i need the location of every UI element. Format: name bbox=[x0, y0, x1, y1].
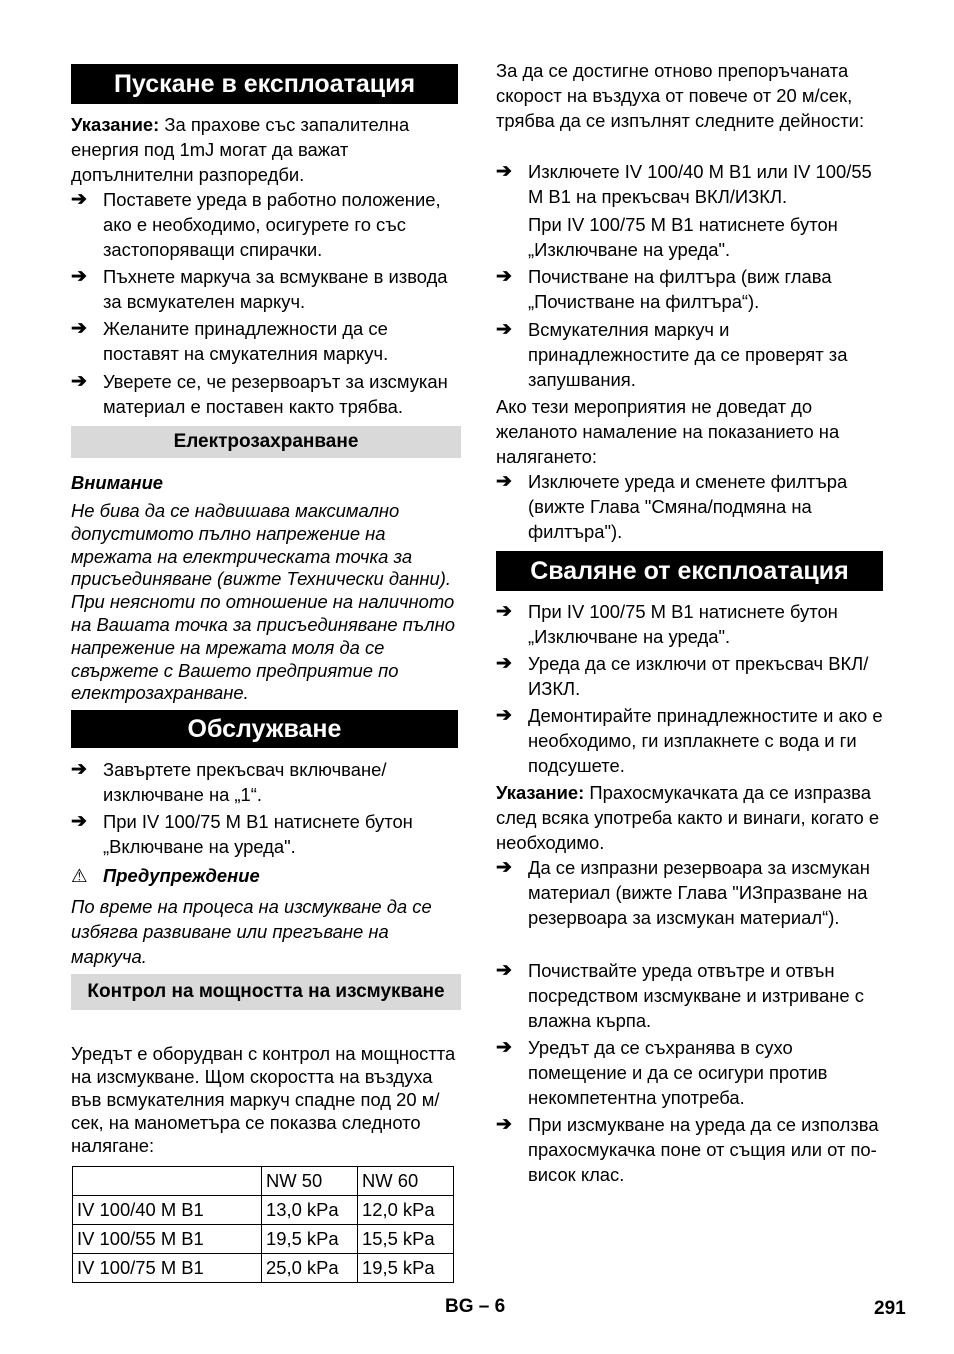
followup-text: Ако тези мероприятия не доведат до желаното намаление на показанието на налягането: bbox=[496, 396, 840, 467]
list-item: ➔ Уредът да се съхранява в сухо помещение и да се осигури против некомпетентна употреба. bbox=[496, 1037, 828, 1108]
list-item: ➔ При IV 100/75 M B1 натиснете бутон „Включване на уреда". bbox=[71, 811, 413, 857]
arrow-right-icon: ➔ bbox=[496, 266, 512, 287]
subsection-title-power: Електрозахранване bbox=[71, 426, 461, 458]
list-item: ➔ При IV 100/75 M B1 натиснете бутон „Изключване на уреда". bbox=[496, 601, 838, 647]
list-item: ➔ Поставете уреда в работно положение, ако е необходимо, осигурете го със застопоряващи спирачки. bbox=[71, 189, 441, 260]
arrow-right-icon: ➔ bbox=[496, 1114, 512, 1135]
list-item: ➔ Всмукателния маркуч и принадлежностите да се проверят за запушвания. bbox=[496, 319, 848, 390]
arrow-right-icon: ➔ bbox=[496, 161, 512, 182]
footer-language-page: BG – 6 bbox=[445, 1296, 506, 1317]
table-cell: IV 100/40 M B1 bbox=[73, 1196, 262, 1225]
table-cell: 25,0 kPa bbox=[262, 1254, 358, 1283]
caution-heading: Внимание bbox=[71, 472, 164, 493]
footer-page-number: 291 bbox=[874, 1298, 906, 1319]
arrow-right-icon: ➔ bbox=[496, 1037, 512, 1058]
arrow-right-icon: ➔ bbox=[71, 266, 87, 287]
arrow-right-icon: ➔ bbox=[71, 318, 87, 339]
table-cell: 19,5 kPa bbox=[262, 1225, 358, 1254]
subsection-title-suction-control: Контрол на мощността на изсмукване bbox=[71, 974, 461, 1010]
table-header-cell: NW 60 bbox=[358, 1167, 454, 1196]
arrow-right-icon: ➔ bbox=[496, 471, 512, 492]
list-item: ➔ Уреда да се изключи от прекъсвач ВКЛ/ИЗКЛ. bbox=[496, 653, 869, 699]
list-item-extra: При IV 100/75 M B1 натиснете бутон „Изключване на уреда". bbox=[528, 214, 838, 260]
list-item: ➔ Почиствайте уреда отвътре и отвън посредством изсмукване и изтриване с влажна кърпа. bbox=[496, 960, 864, 1031]
table-cell: IV 100/75 M B1 bbox=[73, 1254, 262, 1283]
arrow-right-icon: ➔ bbox=[496, 319, 512, 340]
intro-text: За да се достигне отново препоръчаната скорост на въздуха от повече от 20 м/сек, трябва да се изпълнят следните дейности: bbox=[496, 60, 865, 131]
list-item: ➔ Почистване на филтъра (виж глава „Почистване на филтъра“). bbox=[496, 266, 832, 312]
table-header-row bbox=[73, 1167, 454, 1196]
table-header-cell bbox=[73, 1167, 262, 1196]
table-header-cell: NW 50 bbox=[262, 1167, 358, 1196]
arrow-right-icon: ➔ bbox=[71, 811, 87, 832]
warning-text: По време на процеса на изсмукване да се избягва развиване или прегъване на маркуча. bbox=[71, 896, 432, 967]
arrow-right-icon: ➔ bbox=[496, 705, 512, 726]
table-cell: 13,0 kPa bbox=[262, 1196, 358, 1225]
table-cell: IV 100/55 M B1 bbox=[73, 1225, 262, 1254]
arrow-right-icon: ➔ bbox=[71, 759, 87, 780]
arrow-right-icon: ➔ bbox=[496, 857, 512, 878]
arrow-right-icon: ➔ bbox=[496, 653, 512, 674]
pressure-table bbox=[72, 1166, 454, 1283]
table-cell: 12,0 kPa bbox=[358, 1196, 454, 1225]
table-cell: 19,5 kPa bbox=[358, 1254, 454, 1283]
section-title-decommission: Сваляне от експлоатация bbox=[496, 551, 883, 591]
list-item: ➔ Желаните принадлежности да се поставят на смукателния маркуч. bbox=[71, 318, 389, 364]
table-row bbox=[73, 1225, 454, 1254]
suction-control-text: Уредът е оборудван с контрол на мощността на изсмукване. Щом скоростта на въздуха във всмукателния маркуч спадне под 20 м/сек, на манометъра се показва следното налягане: bbox=[71, 1043, 456, 1156]
section-title-operation: Обслужване bbox=[71, 710, 458, 748]
table-row bbox=[73, 1196, 454, 1225]
warning-triangle-icon: ⚠ bbox=[71, 865, 88, 886]
list-item: ➔ Завъртете прекъсвач включване/изключване на „1“. bbox=[71, 759, 387, 805]
arrow-right-icon: ➔ bbox=[496, 601, 512, 622]
list-item: ➔ При изсмукване на уреда да се използва прахосмукачка поне от същия или от по-висок клас. bbox=[496, 1114, 879, 1185]
table-row bbox=[73, 1254, 454, 1283]
list-item: ➔ Да се изпразни резервоара за изсмукан материал (вижте Глава "ИЗпразване на резервоара за изсмукан материал“). bbox=[496, 857, 870, 928]
note-decommission: Указание: Прахосмукачката да се изпразва след всяка употреба както и винаги, когато е необходимо. bbox=[496, 782, 880, 853]
list-item: ➔ Уверете се, че резервоарът за изсмукан материал е поставен както трябва. bbox=[71, 371, 448, 417]
section-title-startup: Пускане в експлоатация bbox=[71, 64, 458, 104]
list-item: ➔ Демонтирайте принадлежностите и ако е необходимо, ги изплакнете с вода и ги подсушете. bbox=[496, 705, 883, 776]
arrow-right-icon: ➔ bbox=[71, 189, 87, 210]
arrow-right-icon: ➔ bbox=[71, 371, 87, 392]
arrow-right-icon: ➔ bbox=[496, 960, 512, 981]
note-startup: Указание: За прахове със запалителна енергия под 1mJ могат да важат допълнителни разпоредби. bbox=[71, 114, 410, 185]
list-item: ➔ Изключете уреда и сменете филтъра (вижте Глава "Смяна/подмяна на филтъра"). bbox=[496, 471, 848, 542]
table-cell: 15,5 kPa bbox=[358, 1225, 454, 1254]
list-item: ➔ Изключете IV 100/40 M B1 или IV 100/55 M B1 на прекъсвач ВКЛ/ИЗКЛ. bbox=[496, 161, 872, 207]
warning-heading: ⚠ Предупреждение bbox=[71, 865, 260, 886]
caution-text: Не бива да се надвишава максимално допустимото пълно напрежение на мрежата на електрическата точка за присъединяване (вижте Технически данни). При неясноти по отношение на наличното на Вашата точка за присъединяване пълно напрежение на мрежата моля да се свържете с Вашето предприятие по електрозахранване. bbox=[71, 500, 455, 704]
list-item: ➔ Пъхнете маркуча за всмукване в извода за всмукателен маркуч. bbox=[71, 266, 448, 312]
